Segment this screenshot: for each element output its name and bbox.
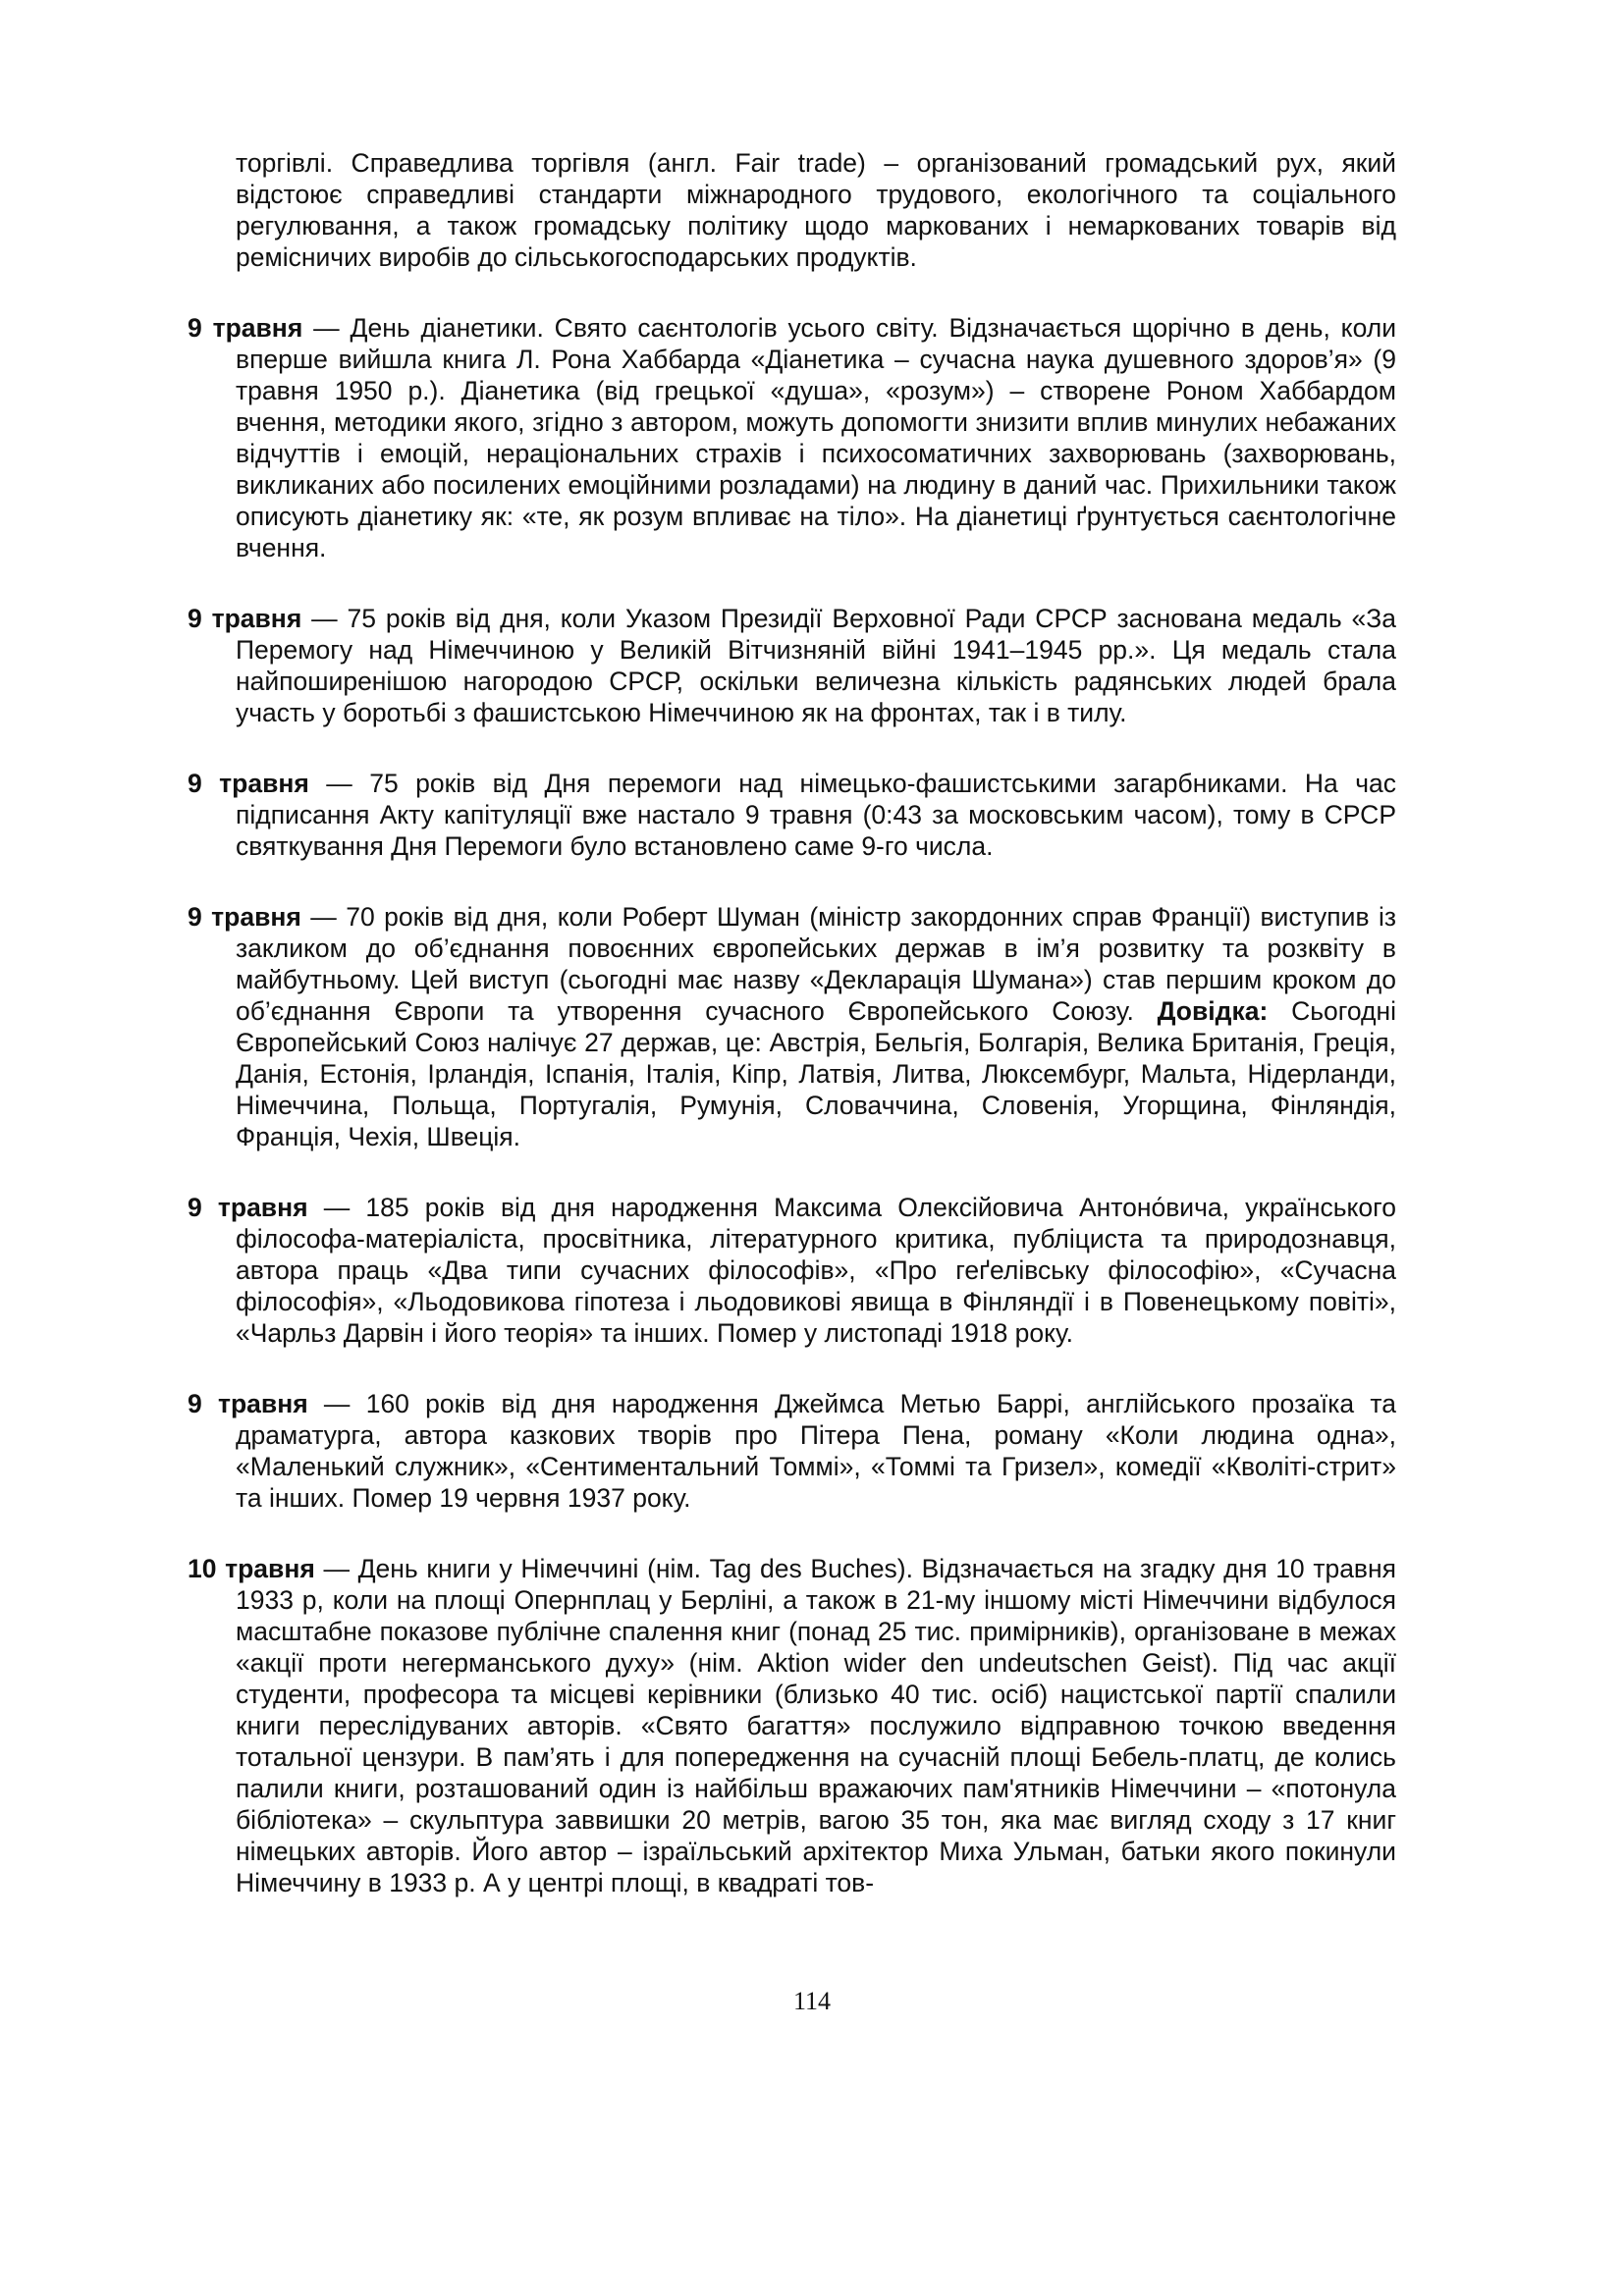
entry-schuman-declaration — [188, 901, 1396, 1152]
entry-date: 10 травня — [188, 1554, 315, 1583]
entry-date: 9 травня — [188, 1389, 308, 1418]
entry-text: — День книги у Німеччині (нім. Tag des Buches). Відзначається на згадку дня 10 травня 1933 р, коли на площі Опернплац у Берліні, а також в 21-му іншому місті Німеччини відбулося масштабне показове публічне спалення книг (понад 25 тис. примірників), організоване в межах «акції проти негерманського духу» (нім. Aktion wider den undeutschen Geist). Під час акції студенти, професора та місцеві керівники (близько 40 тис. осіб) нацистської партії спалили книги переслідуваних авторів. «Свято багаття» послужило відправною точкою введення тотальної цензури. В пам’ять і для попередження на сучасній площі Бебель-платц, де колись палили книги, розташований один із найбільш вражаючих пам'ятників Німеччини – «потонула бібліотека» – скульптура заввишки 20 метрів, вагою 35 тон, яка має вигляд сходу з 17 книг німецьких авторів. Його автор – ізраїльський архітектор Миха Ульман, батьки якого покинули Німеччину в 1933 р. А у центрі площі, в квадраті тов- — [236, 1554, 1396, 1897]
document-page — [188, 147, 1396, 1938]
entry-date: 9 травня — [188, 604, 302, 633]
reference-note-text: Сьогодні Європейський Союз налічує 27 держав, це: Австрія, Бельгія, Болгарія, Велика Британія, Греція, Данія, Естонія, Ірландія, Іспанія, Італія, Кіпр, Латвія, Литва, Люксембург, Мальта, Нідерланди, Німеччина, Польща, Португалія, Румунія, Словаччина, Словенія, Угорщина, Фінляндія, Франція, Чехія, Швеція. — [236, 996, 1396, 1151]
entry-text: — День діанетики. Свято саєнтологів усього світу. Відзначається щорічно в день, коли вперше вийшла книга Л. Рона Хаббарда «Діанетика – сучасна наука душевного здоров’я» (9 травня 1950 р.). Діанетика (від грецької «душа», «розум») – створене Роном Хаббардом вчення, методики якого, згідно з автором, можуть допомогти знизити вплив минулих небажаних відчуттів і емоцій, нераціональних страхів і психосоматичних захворювань (захворювань, викликаних або посилених емоційними розладами) на людину в даний час. Прихильники також описують діанетику як: «те, як розум впливає на тіло». На діанетиці ґрунтується саєнтологічне вчення. — [236, 313, 1396, 562]
page-number: 114 — [792, 1987, 832, 2015]
entry-text: — 75 років від Дня перемоги над німецько-фашистськими загарбниками. На час підписання Акту капітуляції вже настало 9 травня (0:43 за московським часом), тому в СРСР святкування Дня Перемоги було встановлено саме 9-го числа. — [236, 769, 1396, 861]
entry-text: — 160 років від дня народження Джеймса Метью Баррі, англійського прозаїка та драматурга, автора казкових творів про Пітера Пена, роману «Коли людина одна», «Маленький служник», «Сентиментальний Томмі», «Томмі та Гризел», комедії «Кволіті-стрит» та інших. Помер 19 червня 1937 року. — [236, 1389, 1396, 1513]
entry-date: 9 травня — [188, 313, 303, 343]
entry-text: — 75 років від дня, коли Указом Президії Верховної Ради СРСР заснована медаль «За Перемогу над Німеччиною у Великій Вітчизняній війні 1941–1945 рр.». Ця медаль стала найпоширенішою нагородою СРСР, оскільки величезна кількість радянських людей брала участь у боротьбі з фашистською Німеччиною як на фронтах, так і в тилу. — [236, 604, 1396, 727]
entry-book-day-germany — [188, 1553, 1396, 1898]
entry-victory-medal — [188, 603, 1396, 728]
entry-date: 9 травня — [188, 902, 301, 932]
entry-barrie — [188, 1388, 1396, 1514]
entry-date: 9 травня — [188, 1193, 308, 1222]
entry-dianetics-day — [188, 312, 1396, 563]
reference-note-label: Довідка: — [1157, 996, 1269, 1026]
entry-text: — 185 років від дня народження Максима Олексійовича Антоно́вича, українського філософа-матеріаліста, просвітника, літературного критика, публіциста та природознавця, автора праць «Два типи сучасних філософів», «Про геґелівську філософію», «Сучасна філософія», «Льодовикова гіпотеза і льодовикові явища в Фінляндії і в Повенецькому повіті», «Чарльз Дарвін і його теорія» та інших. Помер у листопаді 1918 року. — [236, 1193, 1396, 1348]
entry-text: — 70 років від дня, коли Роберт Шуман (міністр закордонних справ Франції) виступив із закликом до об’єднання повоєнних європейських держав в ім’я розвитку та розквіту в майбутньому. Цей виступ (сьогодні має назву «Декларація Шумана») став першим кроком до об’єднання Європи та утворення сучасного Європейського Союзу. — [236, 902, 1397, 1026]
entry-date: 9 травня — [188, 769, 309, 798]
entry-victory-day — [188, 768, 1396, 862]
entry-antonovych — [188, 1192, 1396, 1349]
lead-paragraph: торгівлі. Справедлива торгівля (англ. Fair trade) – організований громадський рух, який відстоює справедливі стандарти міжнародного трудового, екологічного та соціального регулювання, а також громадську політику щодо маркованих і немаркованих товарів від ремісничих виробів до сільськогосподарських продуктів. — [236, 148, 1396, 272]
